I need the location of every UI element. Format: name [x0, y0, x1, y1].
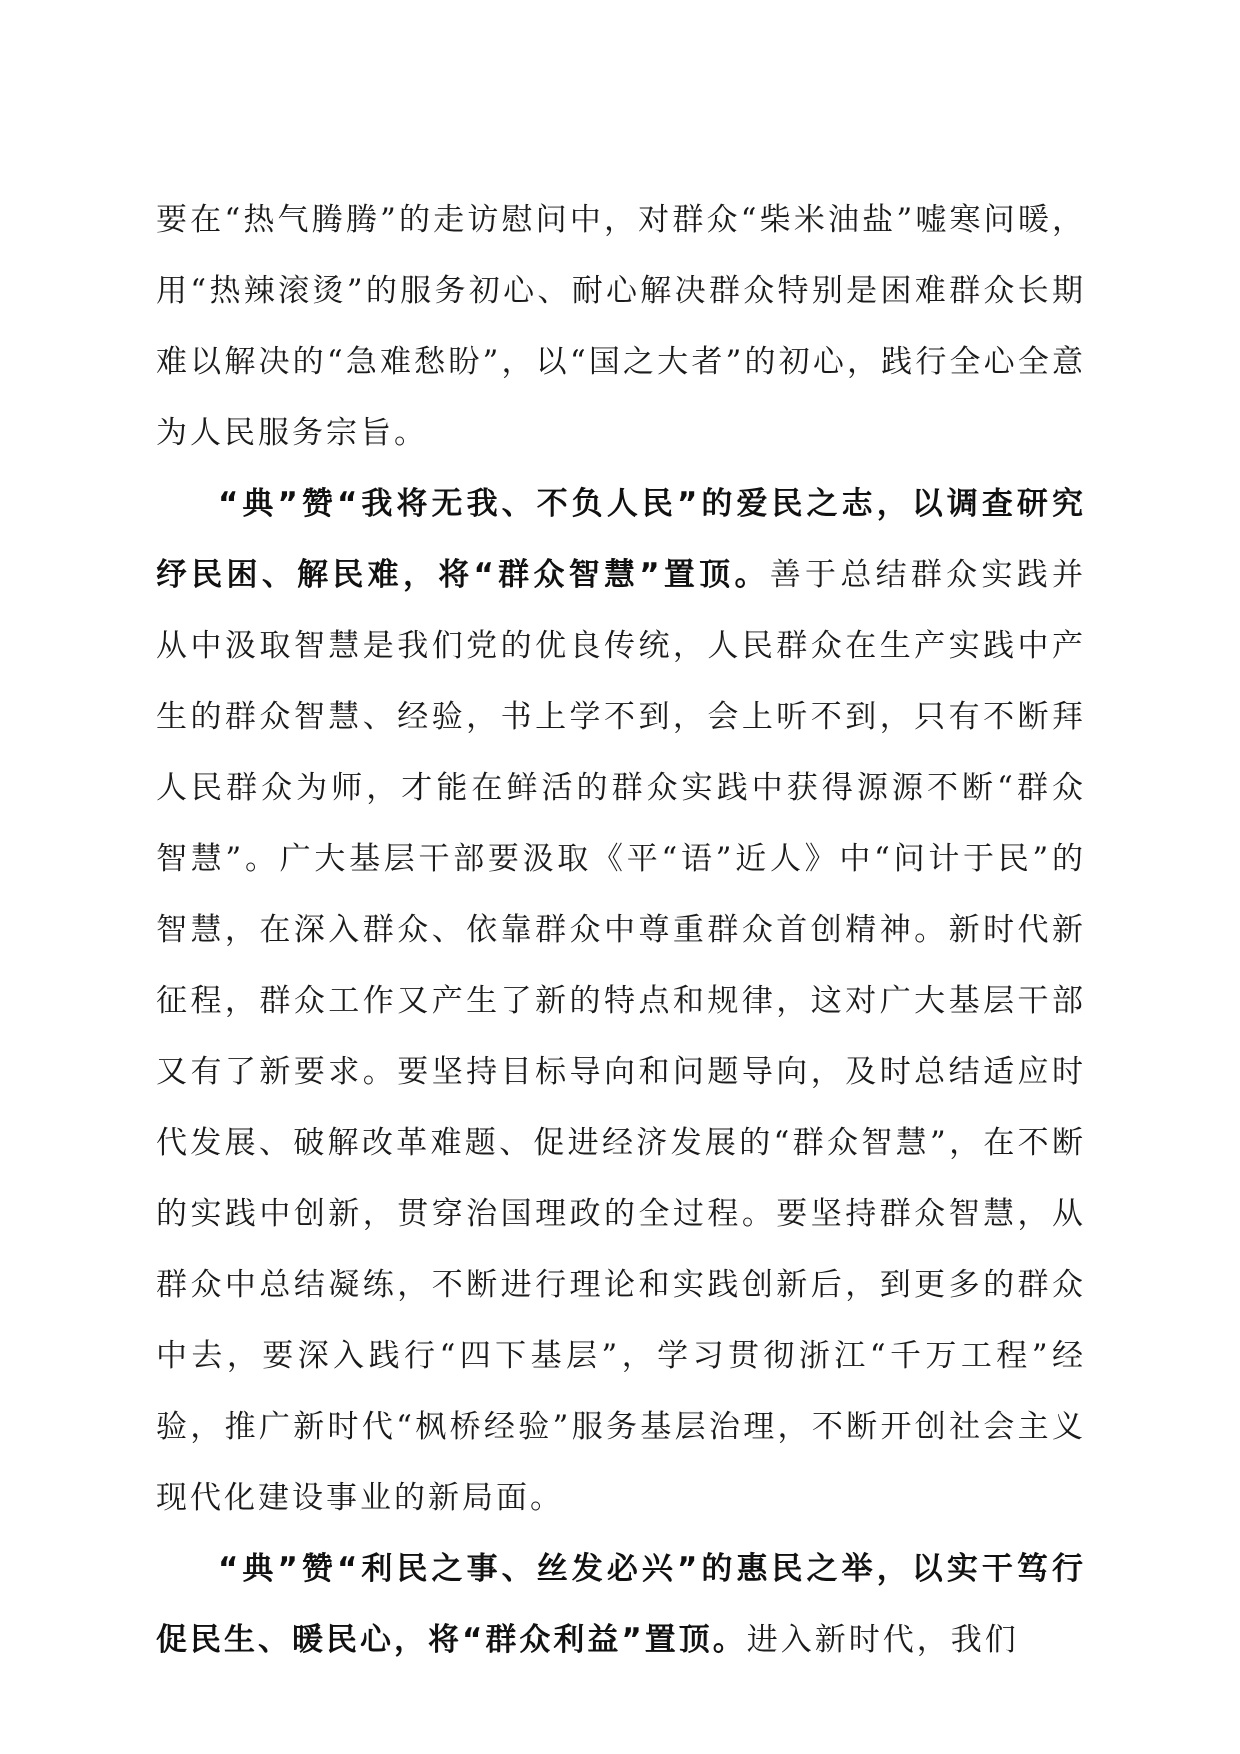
paragraph-2-text: 善于总结群众实践并从中汲取智慧是我们党的优良传统，人民群众在生产实践中产生的群众智慧、经验，书上学不到，会上听不到，只有不断拜人民群众为师，才能在鲜活的群众实践中获得源源不断“群众智慧”。广大基层干部要汲取《平“语”近人》中“问计于民”的智慧，在深入群众、依靠群众中尊重群众首创精神。新时代新征程，群众工作又产生了新的特点和规律，这对广大基层干部又有了新要求。要坚持目标导向和问题导向，及时总结适应时代发展、破解改革难题、促进经济发展的“群众智慧”，在不断的实践中创新，贯穿治国理政的全过程。要坚持群众智慧，从群众中总结凝练，不断进行理论和实践创新后，到更多的群众中去，要深入践行“四下基层”，学习贯彻浙江“千万工程”经验，推广新时代“枫桥经验”服务基层治理，不断开创社会主义现代化建设事业的新局面。 [156, 557, 1086, 1516]
paragraph-2-lead-sentence: “典”赞“我将无我、不负人民”的爱民之志，以调查研究纾民困、解民难，将“群众智慧”置顶。 [156, 486, 1086, 593]
paragraph-2 [156, 469, 1086, 1534]
paragraph-1-text: 要在“热气腾腾”的走访慰问中，对群众“柴米油盐”嘘寒问暖，用“热辣滚烫”的服务初心、耐心解决群众特别是困难群众长期难以解决的“急难愁盼”，以“国之大者”的初心，践行全心全意为人民服务宗旨。 [156, 202, 1086, 451]
document-body [156, 185, 1086, 1676]
paragraph-3-lead-sentence: “典”赞“利民之事、丝发必兴”的惠民之举，以实干笃行促民生、暖民心，将“群众利益”置顶。 [156, 1551, 1086, 1658]
paragraph-3 [156, 1534, 1086, 1676]
paragraph-1 [156, 185, 1086, 469]
paragraph-3-text: 进入新时代，我们 [746, 1622, 1019, 1658]
